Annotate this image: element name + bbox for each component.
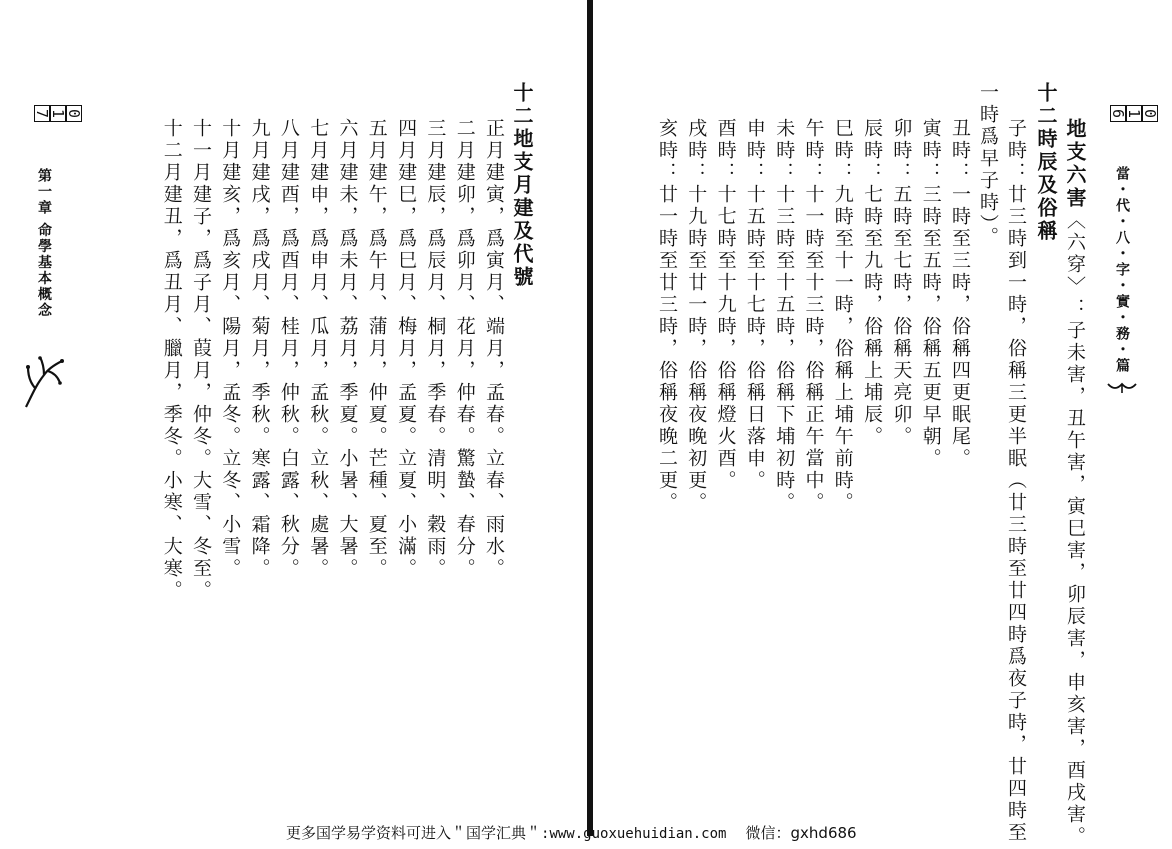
- hours-title: 十二時辰及俗稱: [1034, 82, 1058, 243]
- month-line: 三月建辰，爲辰月、桐月，季春。清明、穀雨。: [424, 118, 447, 580]
- hour-line: 申時：十五時至十七時，俗稱日落申。: [743, 118, 766, 492]
- footer: [0, 818, 1172, 849]
- month-line: 五月建午，爲午月、蒲月，仲夏。芒種、夏至。: [365, 118, 388, 580]
- hour-line: 寅時：三時至五時，俗稱五更早朝。: [919, 118, 942, 470]
- footer-line: [286, 822, 857, 843]
- page-number-digit: 0: [1142, 105, 1158, 122]
- month-line: 十一月建子，爲子月、葭月，仲冬。大雪、冬至。: [190, 118, 212, 602]
- month-line: 四月建巳，爲巳月、梅月，孟夏。立夏、小滿。: [395, 118, 418, 580]
- page-number-digit: 6: [1110, 105, 1126, 122]
- page-number-017: [34, 104, 82, 123]
- six-harms-title: 地支六害: [1063, 118, 1087, 210]
- page-number-digit: 0: [66, 105, 82, 122]
- running-head-chapter: 第一章 命學基本概念: [36, 168, 52, 319]
- page-number-016: [1110, 104, 1158, 123]
- hour-line: 丑時：一時至三時，俗稱四更眠尾。: [949, 118, 971, 470]
- page-number-digit: 1: [50, 105, 66, 122]
- footer-url[interactable]: :www.guoxuehuidian.com: [541, 826, 727, 842]
- ornament-icon: [1106, 380, 1140, 394]
- hour-line: 卯時：五時至七時，俗稱天亮卯。: [890, 118, 913, 448]
- month-line: 八月建酉，爲酉月、桂月，仲秋。白露、秋分。: [277, 118, 300, 580]
- hour-line: 亥時：廿一時至廿三時，俗稱夜晚二更。: [656, 118, 678, 514]
- month-line: 十二月建丑，爲丑月、臘月，季冬。小寒、大寒。: [160, 118, 183, 602]
- hour-line: 辰時：七時至九時，俗稱上埔辰。: [861, 118, 884, 448]
- month-line: 十月建亥，爲亥月、陽月，孟冬。立冬、小雪。: [219, 118, 242, 580]
- six-harms-text: 〈六穿〉：子未害，丑午害，寅巳害，卯辰害，申亥害，酉戌害。: [1064, 210, 1086, 848]
- hour-line-zi-cont: 一時爲早子時）。: [977, 82, 999, 249]
- page-number-digit: 1: [1126, 105, 1142, 122]
- month-line: 九月建戌，爲戌月、菊月，季秋。寒露、霜降。: [248, 118, 271, 580]
- month-line: 七月建申，爲申月、瓜月，孟秋。立秋、處暑。: [307, 118, 330, 580]
- section-title: 十二地支月建及代號: [510, 82, 534, 289]
- month-line: 二月建卯，爲卯月、花月，仲春。驚蟄、春分。: [453, 118, 476, 580]
- hour-line: 巳時：九時至十一時，俗稱上埔午前時。: [831, 118, 854, 514]
- hour-line: 戌時：十九時至廿一時，俗稱夜晚初更。: [685, 118, 708, 514]
- plum-branch-icon: [22, 355, 66, 410]
- hour-line: 午時：十一時至十三時，俗稱正午當中。: [802, 118, 825, 514]
- book-spine: [587, 0, 593, 836]
- hour-line: 未時：十三時至十五時，俗稱下埔初時。: [773, 118, 796, 514]
- hour-line: 酉時：十七時至十九時，俗稱燈火酉。: [714, 118, 737, 492]
- right-page: [596, 0, 1172, 849]
- month-line: 正月建寅，爲寅月、端月，孟春。立春、雨水。: [483, 118, 505, 580]
- page-number-digit: 7: [34, 105, 50, 122]
- running-head-book: 當・代・八・字・實・務・篇: [1114, 166, 1130, 374]
- footer-wechat: 微信：gxhd686: [745, 824, 857, 842]
- footer-text: 更多国学易学资料可进入＂国学汇典＂: [286, 824, 542, 842]
- hour-line-zi: 子時：廿三時到一時，俗稱三更半眠（廿三時至廿四時爲夜子時，廿四時至: [1005, 118, 1027, 844]
- month-line: 六月建未，爲未月、荔月，季夏。小暑、大暑。: [336, 118, 359, 580]
